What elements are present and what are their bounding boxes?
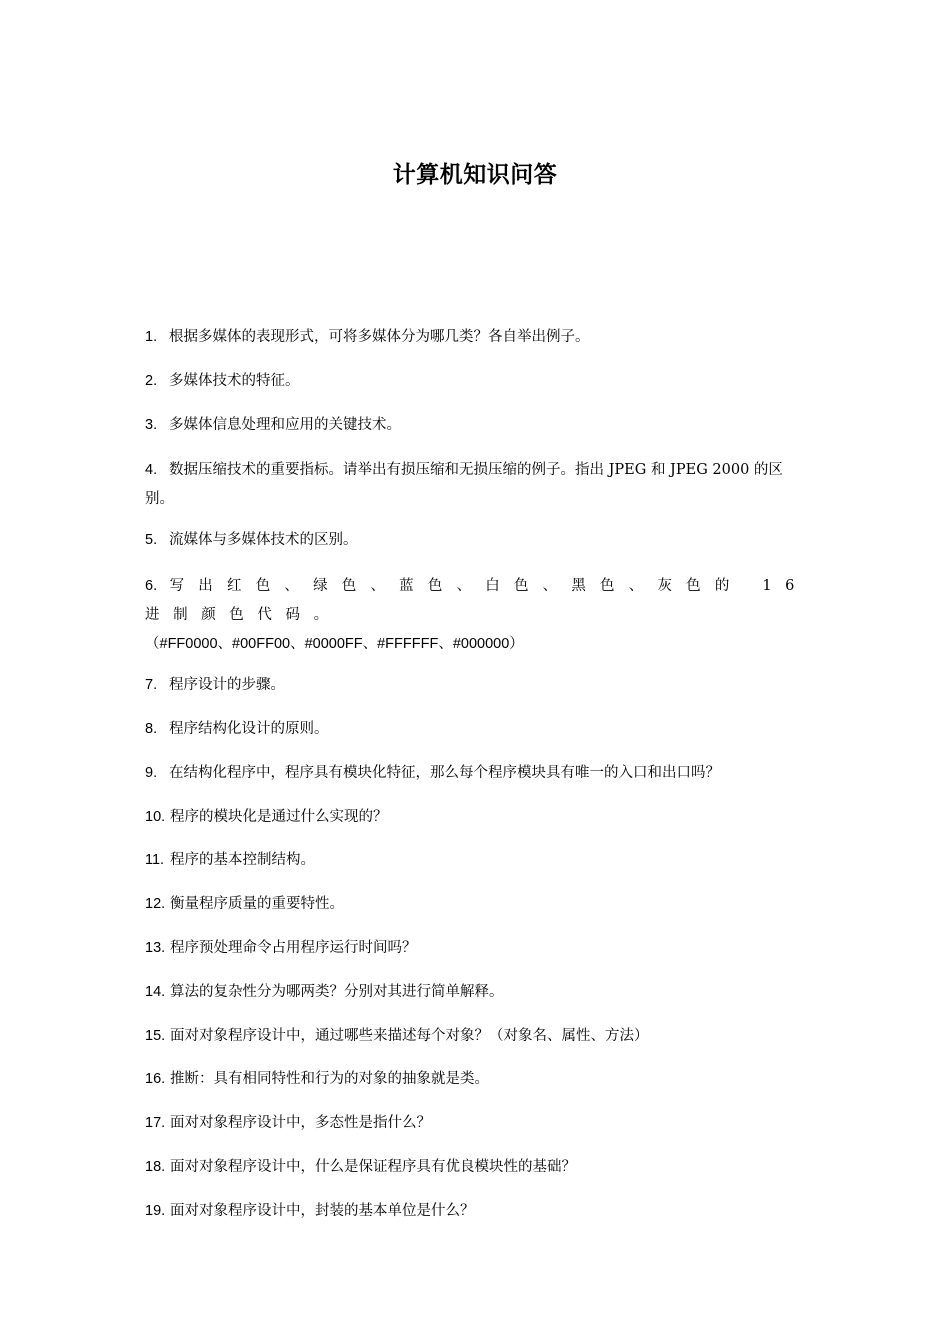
question-number: 19.: [145, 1202, 166, 1219]
question-item-4: [145, 456, 808, 514]
question-item-10: [145, 805, 808, 829]
question-item-18: [145, 1155, 808, 1179]
question-text: 写出红色、绿色、蓝色、白色、黑色、灰色的 16 进制颜色代码。: [145, 578, 808, 624]
question-number: 3.: [145, 416, 158, 433]
question-text: 面对对象程序设计中，封装的基本单位是什么？: [170, 1202, 475, 1219]
question-number: 7.: [145, 677, 158, 694]
question-number: 2.: [145, 372, 158, 389]
question-text: 程序预处理命令占用程序运行时间吗？: [170, 939, 417, 956]
question-number: 14.: [145, 983, 166, 1000]
question-text: 面对对象程序设计中，什么是保证程序具有优良模块性的基础？: [170, 1158, 576, 1175]
question-number: 5.: [145, 532, 158, 549]
question-number: 10.: [145, 808, 166, 825]
question-item-19: [145, 1199, 808, 1223]
question-number: 8.: [145, 720, 158, 737]
question-text: 程序的基本控制结构。: [170, 852, 315, 869]
question-text: 多媒体信息处理和应用的关键技术。: [169, 416, 401, 433]
question-text: 程序设计的步骤。: [169, 677, 285, 694]
question-item-13: [145, 936, 808, 960]
question-number: 12.: [145, 896, 166, 913]
question-text: 面对对象程序设计中，通过哪些来描述每个对象？（对象名、属性、方法）: [170, 1027, 649, 1044]
question-text: 推断：具有相同特性和行为的对象的抽象就是类。: [170, 1071, 489, 1088]
question-text: 程序的模块化是通过什么实现的？: [170, 808, 388, 825]
question-text: 在结构化程序中，程序具有模块化特征，那么每个程序模块具有唯一的入口和出口吗？: [169, 764, 720, 781]
question-item-8: [145, 717, 808, 741]
question-number: 16.: [145, 1071, 166, 1088]
question-answer: （#FF0000、#00FF00、#0000FF、#FFFFFF、#000000）: [145, 636, 524, 653]
question-text: 程序结构化设计的原则。: [169, 720, 329, 737]
question-number: 18.: [145, 1158, 166, 1175]
question-text: 数据压缩技术的重要指标。请举出有损压缩和无损压缩的例子。指出 JPEG 和 JPEG 2000 的区别。: [145, 462, 783, 508]
question-number: 4.: [145, 462, 158, 479]
document-title: 计算机知识问答: [392, 162, 558, 188]
question-item-16: [145, 1067, 808, 1091]
question-number: 1.: [145, 329, 158, 345]
question-item-11: [145, 848, 808, 872]
question-item-3: [145, 413, 808, 437]
question-number: 6.: [145, 578, 158, 595]
question-item-5: [145, 528, 808, 552]
question-item-7: [145, 673, 808, 697]
question-number: 9.: [145, 764, 158, 781]
question-item-12: [145, 892, 808, 916]
question-item-2: [145, 369, 808, 393]
question-number: 17.: [145, 1115, 166, 1132]
question-text: 根据多媒体的表现形式，可将多媒体分为哪几类？各自举出例子。: [169, 329, 590, 345]
question-number: 13.: [145, 939, 166, 956]
question-text: 算法的复杂性分为哪两类？分别对其进行简单解释。: [170, 983, 504, 1000]
question-text: 多媒体技术的特征。: [169, 372, 300, 389]
question-number: 15.: [145, 1027, 166, 1044]
question-item-1: [145, 325, 808, 349]
question-item-14: [145, 980, 808, 1004]
question-item-6: [145, 572, 808, 659]
question-number: 11.: [145, 852, 165, 869]
question-list: [145, 325, 808, 1243]
question-item-15: [145, 1024, 808, 1048]
question-item-9: [145, 761, 808, 785]
question-item-17: [145, 1111, 808, 1135]
question-text: 面对对象程序设计中，多态性是指什么？: [170, 1115, 431, 1132]
question-text: 衡量程序质量的重要特性。: [170, 896, 344, 913]
question-text: 流媒体与多媒体技术的区别。: [169, 532, 358, 549]
